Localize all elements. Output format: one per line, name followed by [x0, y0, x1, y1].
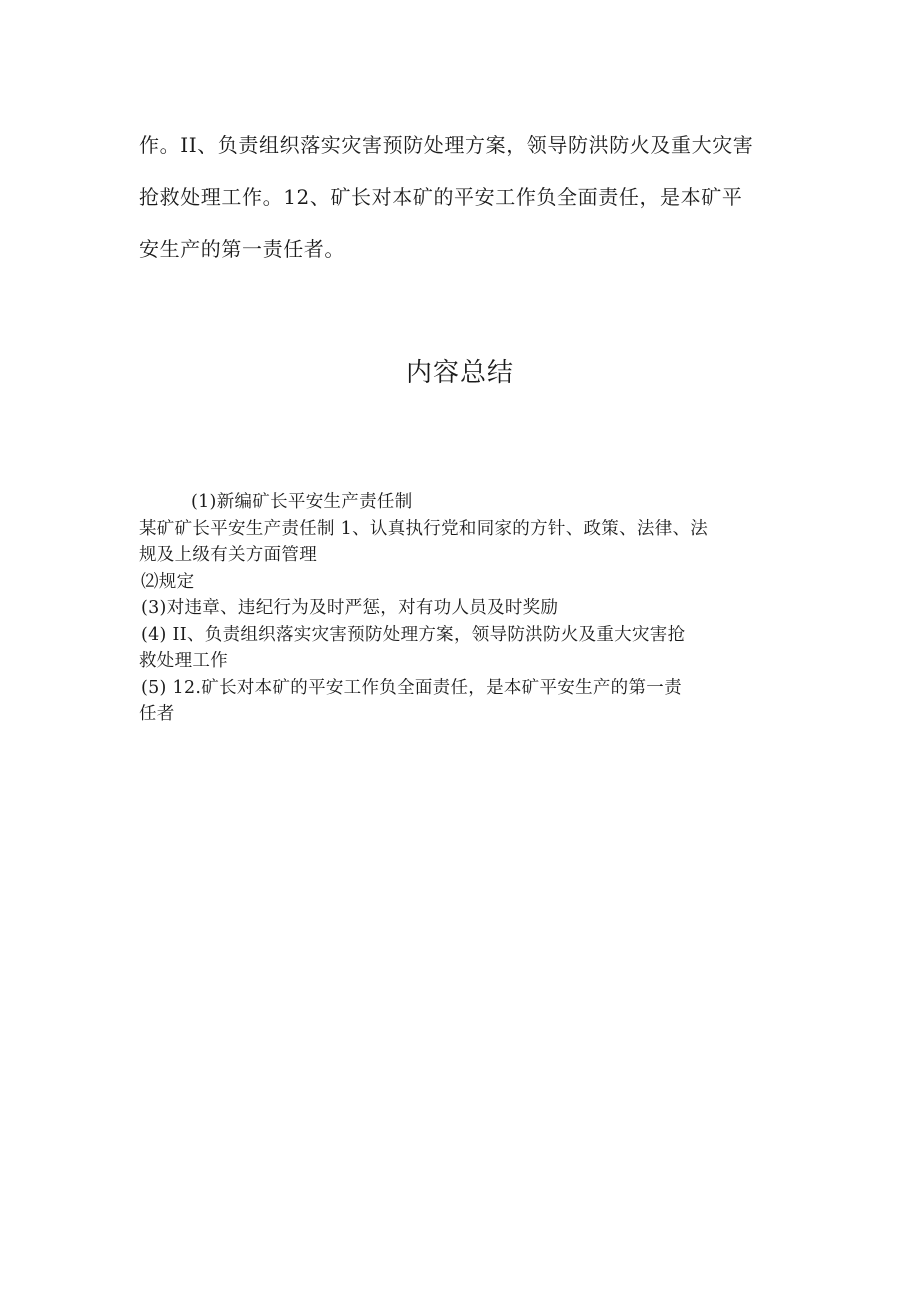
summary-title: 内容总结 — [405, 358, 514, 388]
body-paragraph — [139, 119, 779, 275]
summary-item-4: (4) II、负责组织落实灾害预防处理方案，领导防洪防火及重大灾害抢 — [141, 624, 686, 645]
summary-item-2: ⑵规定 — [141, 571, 195, 592]
summary-line: 规及上级有关方面管理 — [139, 545, 317, 565]
paragraph-line: 作。II、负责组织落实灾害预防处理方案，领导防洪防火及重大灾害 — [139, 133, 754, 157]
summary-item-3: (3)对违章、违纪行为及时严惩，对有功人员及时奖励 — [141, 598, 559, 618]
paragraph-line: 安生产的第一责任者。 — [139, 237, 345, 261]
summary-line: 任者 — [139, 704, 175, 724]
paragraph-line: 抢救处理工作。12、矿长对本矿的平安工作负全面责任，是本矿平 — [139, 185, 743, 209]
summary-item-1: (1)新编矿长平安生产责任制 — [191, 492, 413, 512]
summary-body — [139, 489, 779, 728]
summary-item-5: (5) 12.矿长对本矿的平安工作负全面责任，是本矿平安生产的第一责 — [141, 677, 682, 698]
summary-line: 救处理工作 — [139, 651, 228, 671]
summary-line: 某矿矿长平安生产责任制 1、认真执行党和同家的方针、政策、法律、法 — [139, 518, 709, 539]
